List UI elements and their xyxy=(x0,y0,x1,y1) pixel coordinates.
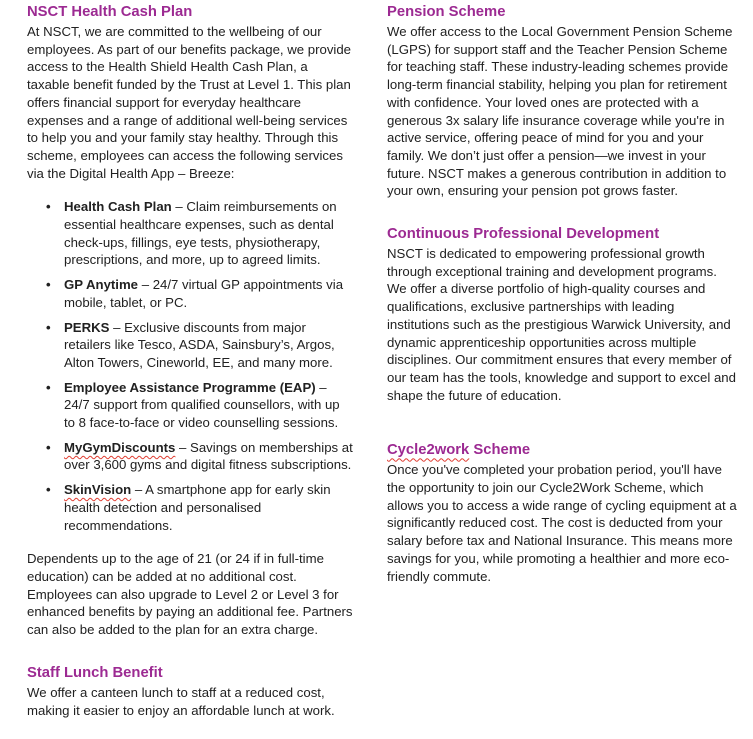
list-item-perks xyxy=(27,319,353,372)
bullet-term: MyGymDiscounts xyxy=(64,439,176,455)
bullet-text: – Savings on memberships at over 3,600 gyms and digital fitness subscriptions. xyxy=(64,439,353,473)
section-staff-lunch-benefit xyxy=(27,664,353,719)
bullet-term: Employee Assistance Programme (EAP) xyxy=(64,379,316,395)
section-title-cpd: Continuous Professional Development xyxy=(387,226,660,243)
list-item-skinvision xyxy=(27,481,353,534)
bullet-term: GP Anytime xyxy=(64,277,139,293)
bullet-text: – Claim reimbursements on essential healthcare expenses, such as dental check-ups, fillings, eye tests, physiotherapy, prescriptions, and more, up to agreed limits. xyxy=(64,199,337,268)
pension-body: We offer access to the Local Government Pension Scheme (LGPS) for support staff and the Teacher Pension Scheme for teaching staff. These industry-leading schemes provide long-term financial stability, helping you plan for retirement with confidence. Your loved ones are protected with a generous 3x salary life insurance coverage while you're in active service, offering peace of mind for you and your family. We don’t just offer a pension—we invest in your future. NSCT makes a generous contribution in addition to your own, ensuring your pension pot grows faster. xyxy=(387,24,733,199)
list-item-eap xyxy=(27,379,353,432)
section-title-health-cash-plan: NSCT Health Cash Plan xyxy=(27,4,193,20)
section-title-staff-lunch-benefit: Staff Lunch Benefit xyxy=(27,664,163,681)
section-health-cash-plan xyxy=(27,3,353,639)
staff-lunch-body: We offer a canteen lunch to staff at a reduced cost, making it easier to enjoy an affordable lunch at work. xyxy=(27,684,335,718)
section-title-pension-scheme: Pension Scheme xyxy=(387,4,506,20)
cpd-body: NSCT is dedicated to empowering professional growth through exceptional training and development programs. We offer a diverse portfolio of high-quality courses and qualifications, exclusive partnerships with leading institutions such as the prestigious Warwick University, and dynamic apprenticeship opportunities across multiple disciplines. Our commitment ensures that every member of our team has the tools, knowledge and support to excel and shape the future of education. xyxy=(387,246,736,403)
list-item-health-cash-plan xyxy=(27,198,353,269)
section-pension-scheme xyxy=(387,3,737,200)
section-cpd xyxy=(387,225,737,404)
bullet-term: SkinVision xyxy=(64,482,132,498)
bullet-term: PERKS xyxy=(64,319,110,335)
section-title-cycle2work xyxy=(387,441,737,459)
benefits-list xyxy=(27,198,353,534)
cycle2work-title-rest: Scheme xyxy=(469,442,531,459)
cycle2work-title-word: Cycle2work xyxy=(387,442,470,459)
cycle2work-body: Once you've completed your probation period, you'll have the opportunity to join our Cycle2Work Scheme, which allows you to access a wide range of cycling equipment at a significantly reduced cost. The cost is deducted from your salary before tax and National Insurance. This means more savings for you, while promoting a healthier and more eco-friendly commute. xyxy=(387,462,737,584)
bullet-text: – Exclusive discounts from major retailers like Tesco, ASDA, Sainsbury’s, Argos, Alton Towers, Cineworld, EE, and many more. xyxy=(64,319,335,370)
bullet-text: – 24/7 virtual GP appointments via mobile, tablet, or PC. xyxy=(64,277,344,310)
list-item-gp-anytime xyxy=(27,276,353,311)
bullet-term: Health Cash Plan xyxy=(64,199,172,215)
list-item-mygymdiscounts xyxy=(27,439,353,474)
health-cash-plan-closing: Dependents up to the age of 21 (or 24 if in full-time education) can be added at no additional cost. Employees can also upgrade to Level 2 or Level 3 for enhanced benefits by paying an additional fee. Partners can also be added to the plan for an extra charge. xyxy=(27,551,353,638)
right-column xyxy=(387,3,737,719)
health-cash-plan-intro: At NSCT, we are committed to the wellbeing of our employees. As part of our benefits package, we provide access to the Health Shield Health Cash Plan, a taxable benefit funded by the Trust at Level 1. This plan offers financial support for everyday healthcare expenses and a range of additional well-being services to help you and your family stay healthy. Through this scheme, employees can access the following services via the Digital Health App – Breeze: xyxy=(27,24,352,181)
bullet-text: – A smartphone app for early skin health detection and personalised recommendations. xyxy=(64,482,331,533)
left-column xyxy=(27,3,353,719)
bullet-text: – 24/7 support from qualified counsellors, with up to 8 face-to-face or video counselling sessions. xyxy=(64,379,340,431)
section-cycle2work xyxy=(387,441,737,585)
